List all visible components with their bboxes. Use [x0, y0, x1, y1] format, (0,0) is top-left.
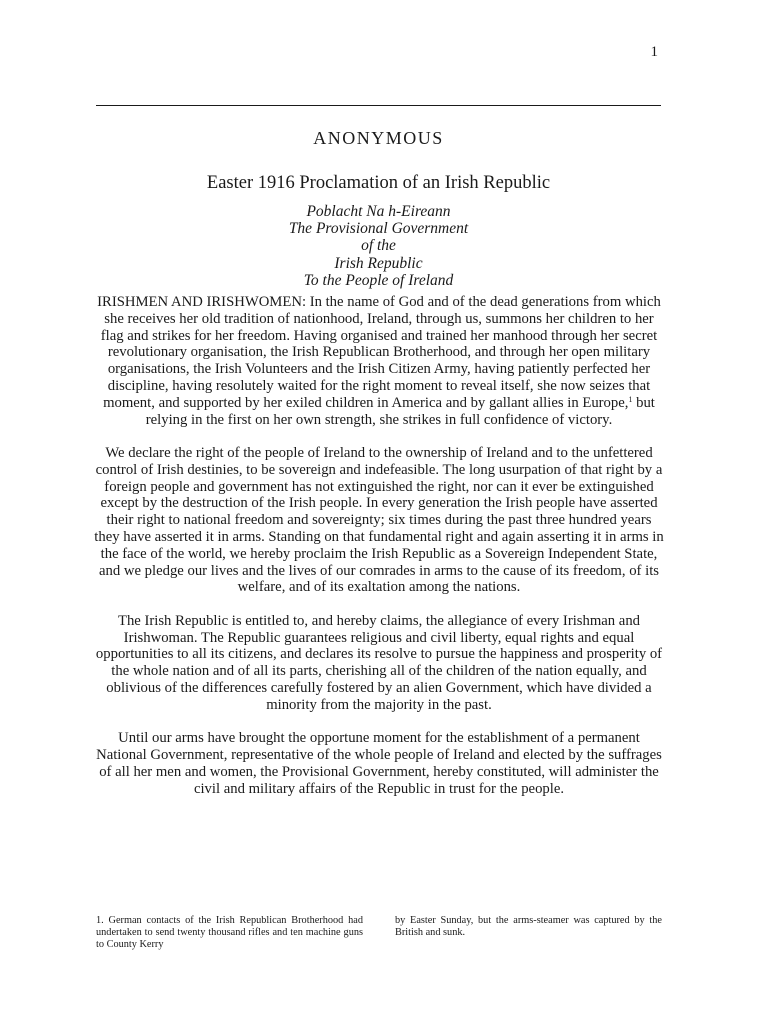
subtitle-line: To the People of Ireland	[303, 271, 454, 289]
paragraph-text: IRISHMEN AND IRISHWOMEN: In the name of God and of the dead generations from which she receives her old tradition of nationhood, Ireland, through us, summons her children to her flag and strikes for her freedom. Having organised and trained her manhood through her secret revolutionary organisation, the Irish Republican Brotherhood, and through her open military organisations, the Irish Volunteers and the Irish Citizen Army, having patiently perfected her discipline, having resolutely waited for the right moment to reveal itself, she now seizes that moment, and supported by her exiled children in America and by gallant allies in Europe,	[97, 294, 661, 411]
footnote-column: 1. German contacts of the Irish Republican Brotherhood had undertaken to send twenty thousand rifles and ten machine guns to County Kerry	[96, 915, 363, 951]
subtitle-line: of the	[361, 237, 396, 255]
author-heading: ANONYMOUS	[313, 128, 444, 148]
subtitle-line: Poblacht Na h-Eireann	[306, 203, 451, 220]
body-paragraph	[94, 294, 664, 428]
page-number: 1	[650, 44, 658, 60]
body-paragraph: We declare the right of the people of Ireland to the ownership of Ireland and to the unfettered control of Irish destinies, to be sovereign and indefeasible. The long usurpation of that right by a foreign people and government has not extinguished the right, nor can it ever be extinguished except by the destruction of the Irish people. In every generation the Irish people have asserted their right to national freedom and sovereignty; six times during the past three hundred years they have asserted it in arms. Standing on that fundamental right and again asserting it in arms in the face of the world, we hereby proclaim the Irish Republic as a Sovereign Independent State, and we pledge our lives and the lives of our comrades in arms to the cause of its freedom, of its welfare, and of its exaltation among the nations.	[94, 444, 664, 596]
subtitle-block	[96, 203, 661, 289]
body-paragraph: The Irish Republic is entitled to, and hereby claims, the allegiance of every Irishman and Irishwoman. The Republic guarantees religious and civil liberty, equal rights and equal opportunities to all its citizens, and declares its resolve to pursue the happiness and prosperity of the whole nation and of all its parts, cherishing all of the children of the nation equally, and oblivious of the differences carefully fostered by an alien Government, which have divided a minority from the majority in the past.	[95, 612, 663, 713]
subtitle-line: Irish Republic	[334, 254, 423, 272]
paragraph-text: but relying in the first on her own strength, she strikes in full confidence of victory.	[145, 394, 655, 428]
subtitle-line: The Provisional Government	[288, 220, 469, 238]
footnote-marker: 1	[628, 394, 633, 404]
footnote-column: by Easter Sunday, but the arms-steamer was captured by the British and sunk.	[395, 915, 662, 939]
proclamation-body	[94, 294, 664, 814]
document-title: Easter 1916 Proclamation of an Irish Republic	[206, 173, 551, 193]
header-rule	[96, 105, 661, 106]
body-paragraph: Until our arms have brought the opportune moment for the establishment of a permanent National Government, representative of the whole people of Ireland and elected by the suffrages of all her men and women, the Provisional Government, hereby constituted, will administer the civil and military affairs of the Republic in trust for the people.	[96, 730, 662, 797]
footnotes	[96, 915, 662, 952]
